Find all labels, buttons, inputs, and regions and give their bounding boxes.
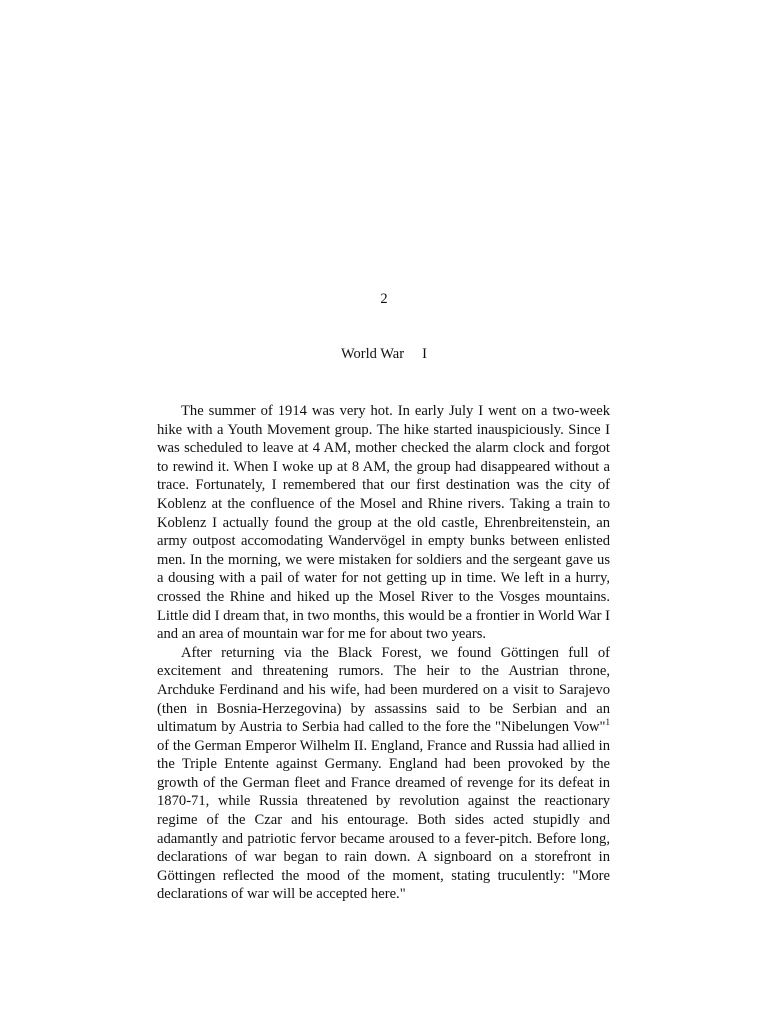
- footnote-marker[interactable]: 1: [605, 717, 610, 728]
- paragraph-2: [157, 644, 610, 904]
- chapter-number: 2: [380, 291, 388, 307]
- chapter-title: World War I: [341, 346, 427, 362]
- body-text: [157, 402, 610, 904]
- paragraph-1: The summer of 1914 was very hot. In early July I went on a two-week hike with a Youth Movement group. The hike started inauspiciously. Since I was scheduled to leave at 4 AM, mother checked the alarm clock and forgot to rewind it. When I woke up at 8 AM, the group had disappeared without a trace. Fortunately, I remembered that our first destination was the city of Koblenz at the confluence of the Mosel and Rhine rivers. Taking a train to Koblenz I actually found the group at the old castle, Ehrenbreitenstein, an army outpost accomodating Wandervögel in empty bunks between enlisted men. In the morning, we were mistaken for soldiers and the sergeant gave us a dousing with a pail of water for not getting up in time. We left in a hurry, crossed the Rhine and hiked up the Mosel River to the Vosges mountains. Little did I dream that, in two months, this would be a frontier in World War I and an area of mountain war for me for about two years.: [157, 403, 610, 643]
- paragraph-2-text-after: of the German Emperor Wilhelm II. England, France and Russia had allied in the Triple Entente against Germany. England had been provoked by the growth of the German fleet and France dreamed of revenge for its defeat in 1870-71, while Russia threatened by revolution against the reactionary regime of the Czar and his entourage. Both sides acted stupidly and adamantly and patriotic fervor became aroused to a fever-pitch. Before long, declarations of war began to rain down. A signboard on a storefront in Göttingen reflected the mood of the moment, stating truculently: "More declarations of war will be accepted here.": [157, 737, 610, 903]
- paragraph-2-text-before: After returning via the Black Forest, we found Göttingen full of excitement and threatening rumors. The heir to the Austrian throne, Archduke Ferdinand and his wife, had been murdered on a visit to Sarajevo (then in Bosnia-Herzegovina) by assassins said to be Serbian and an ultimatum by Austria to Serbia had called to the fore the "Nibelungen Vow": [157, 644, 610, 736]
